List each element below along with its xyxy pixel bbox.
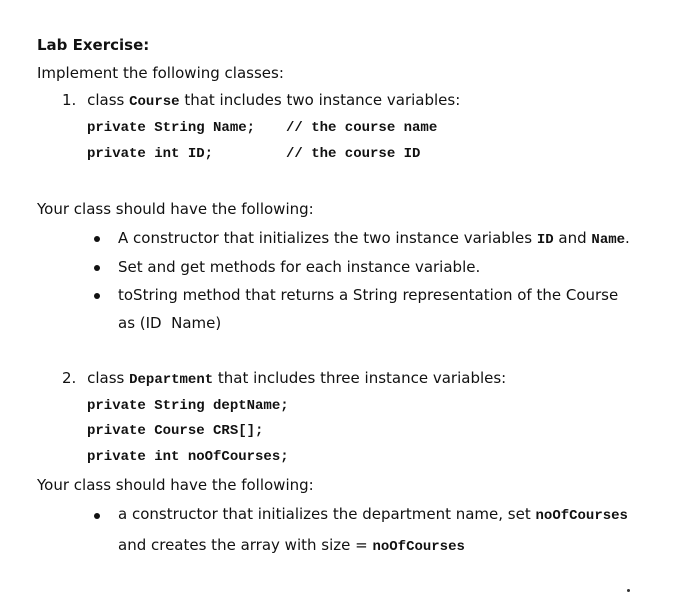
bullet-1-text: A constructor that initializes the two instance variables xyxy=(118,229,533,247)
artifact-dot xyxy=(627,589,630,592)
item-2-code-line-3: private int noOfCourses; xyxy=(87,449,289,465)
item-1-code-line-2: private int ID; xyxy=(87,146,214,162)
item-1-bullet-3-line-2: as (ID Name) xyxy=(118,314,222,332)
item-2-number: 2. xyxy=(62,369,77,387)
bullet-1-period: . xyxy=(625,229,630,247)
item-2-bullet-line-2 xyxy=(118,536,465,555)
item-1-suffix: that includes two instance variables: xyxy=(184,91,461,109)
item-1-heading xyxy=(62,91,460,110)
item-1-class-name: Course xyxy=(129,94,180,110)
item-2-should-have: Your class should have the following: xyxy=(37,476,314,494)
bullet-dot xyxy=(94,236,100,242)
item-2-bullet-text-1: a constructor that initializes the department name, set xyxy=(118,505,531,523)
bullet-dot xyxy=(94,293,100,299)
bullet-1-var-id: ID xyxy=(536,232,554,248)
item-1-bullet-1 xyxy=(118,229,630,248)
item-2-bullet-line-1 xyxy=(118,505,628,524)
page-title: Lab Exercise: xyxy=(37,36,150,54)
bullet-dot xyxy=(94,513,100,519)
item-1-number: 1. xyxy=(62,91,77,109)
item-2-bullet-var-1: noOfCourses xyxy=(535,508,628,524)
bullet-dot xyxy=(94,265,100,271)
bullet-1-and: and xyxy=(558,229,587,247)
item-1-code-comment-2: // the course ID xyxy=(286,146,421,162)
item-2-class-name: Department xyxy=(129,372,214,388)
item-1-code-line-1: private String Name; xyxy=(87,120,256,136)
intro-text: Implement the following classes: xyxy=(37,64,284,82)
item-1-bullet-2: Set and get methods for each instance variable. xyxy=(118,258,481,276)
item-2-suffix: that includes three instance variables: xyxy=(217,369,507,387)
item-2-code-line-1: private String deptName; xyxy=(87,398,289,414)
item-1-prefix: class xyxy=(87,91,125,109)
item-2-heading xyxy=(62,369,506,388)
item-2-prefix: class xyxy=(87,369,125,387)
item-1-should-have: Your class should have the following: xyxy=(37,200,314,218)
item-1-bullet-3-line-1: toString method that returns a String representation of the Course xyxy=(118,286,619,304)
item-2-bullet-text-2: and creates the array with size = xyxy=(118,536,368,554)
item-1-code-comment-1: // the course name xyxy=(286,120,438,136)
item-2-code-line-2: private Course CRS[]; xyxy=(87,423,264,439)
bullet-1-var-name: Name xyxy=(591,232,626,248)
item-2-bullet-var-2: noOfCourses xyxy=(372,539,465,555)
